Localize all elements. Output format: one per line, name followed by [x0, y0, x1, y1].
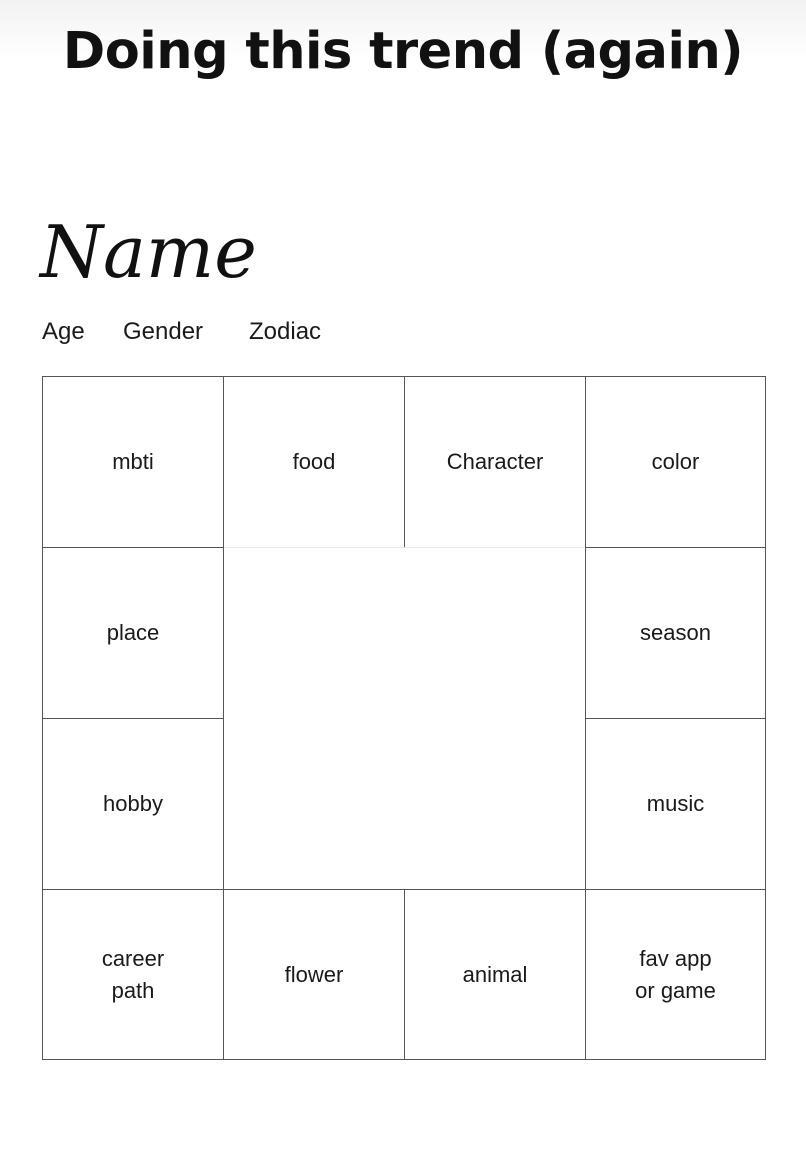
grid-cell-career-path: career path: [42, 889, 224, 1060]
age-label: Age: [42, 318, 85, 345]
grid-cell-color: color: [585, 376, 766, 548]
grid-cell-flower: flower: [223, 889, 405, 1060]
gender-label: Gender: [123, 318, 204, 345]
grid-cell-music: music: [585, 718, 766, 890]
story-caption: Doing this trend (again): [62, 22, 744, 81]
name-heading: Name: [40, 210, 257, 294]
grid-cell-hobby: hobby: [42, 718, 224, 890]
grid-cell-place: place: [42, 547, 224, 719]
grid-cell-fav-app-or-game: fav app or game: [585, 889, 766, 1060]
zodiac-label: Zodiac: [249, 318, 322, 345]
grid-cell-season: season: [585, 547, 766, 719]
grid-cell-animal: animal: [404, 889, 586, 1060]
center-photo-area: [223, 547, 586, 890]
grid-cell-food: food: [223, 376, 405, 548]
grid-cell-character: Character: [404, 376, 586, 548]
bingo-grid: [42, 376, 766, 1060]
grid-cell-mbti: mbti: [42, 376, 224, 548]
